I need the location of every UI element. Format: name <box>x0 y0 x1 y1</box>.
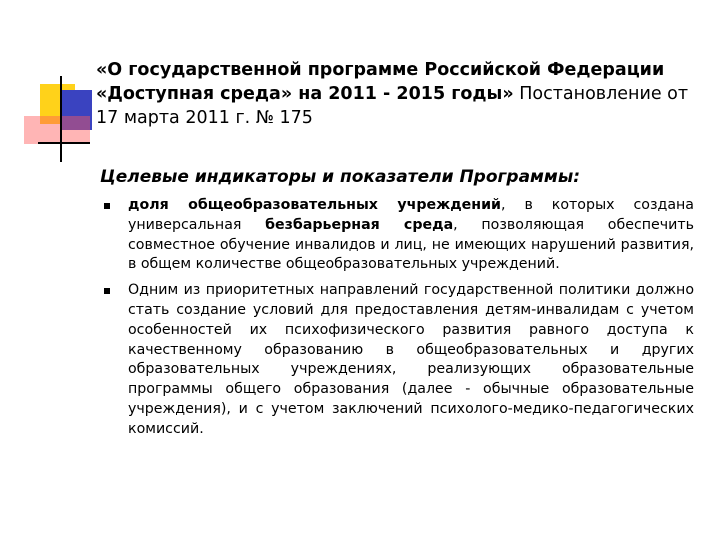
bullet-list <box>96 196 694 446</box>
decor-horizontal-line <box>38 142 90 144</box>
decor-red-bar <box>24 116 90 144</box>
bullet-1-text-2: , позволяющая обеспечить совместное обучение инвалидов и лиц, не имеющих нарушений развития, в общем количестве общеобразовательных учреждений. <box>128 216 694 273</box>
bullet-1-bold-1: доля общеобразовательных учреждений <box>128 197 501 213</box>
decor-vertical-line <box>60 76 62 162</box>
section-subtitle: Целевые индикаторы и показатели Программы: <box>100 167 581 187</box>
square-bullet-icon <box>104 288 110 294</box>
bullet-item-2 <box>96 281 694 439</box>
title-normal-part: Постановление от 17 марта 2011 г. № 175 <box>96 84 689 128</box>
bullet-2-text: Одним из приоритетных направлений государственной политики должно стать создание условий для предоставления детям-инвалидам с учетом особенностей их психофизического развития равного доступа к качественному образованию в общеобразовательных и других образовательных учреждениях, реализующих образовательные программы общего образования (далее - обычные образовательные учреждения), и с учетом заключений психолого-медико-педагогических комиссий. <box>128 282 694 437</box>
slide-title <box>96 58 706 130</box>
bullet-1-bold-2: безбарьерная среда <box>265 216 454 233</box>
title-bold-part: «О государственной программе Российской Федерации «Доступная среда» на 2011 - 2015 годы» <box>96 60 665 104</box>
bullet-1-text-1: , в которых создана универсальная <box>128 197 694 233</box>
bullet-item-1 <box>96 196 694 275</box>
square-bullet-icon <box>104 203 110 209</box>
